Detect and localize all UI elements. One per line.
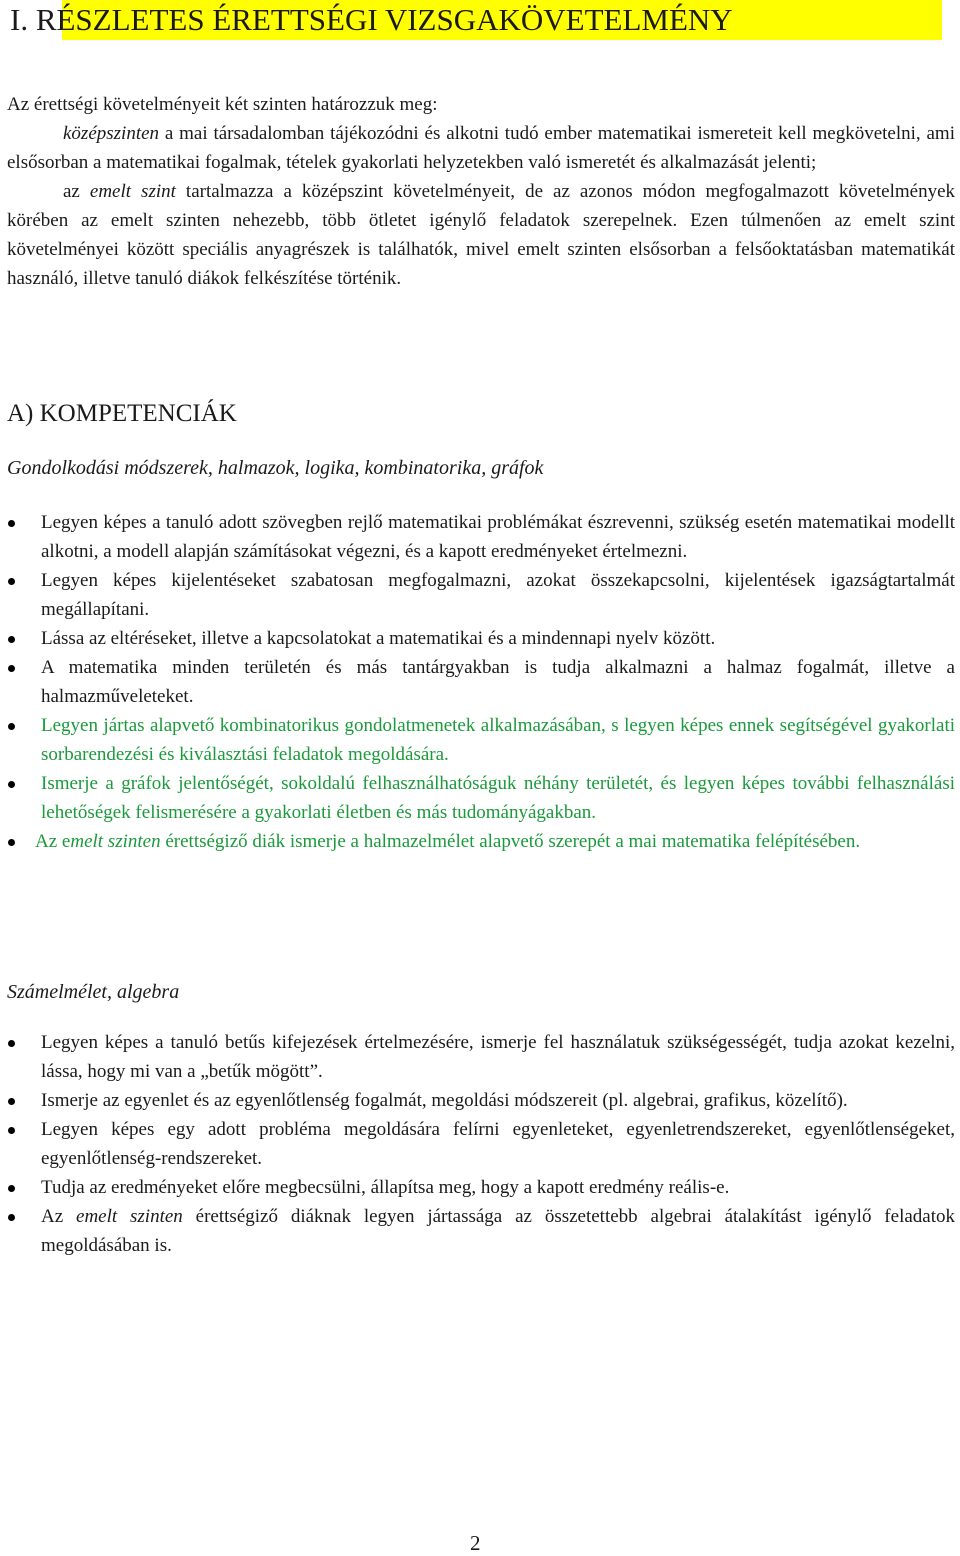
bullet-list-gondolkodasi bbox=[0, 508, 960, 856]
bullet-icon bbox=[8, 636, 15, 643]
emphasis-emelt-szinten: emelt szinten bbox=[76, 1206, 183, 1227]
subsection-title-gondolkodasi: Gondolkodási módszerek, halmazok, logika, kombinatorika, gráfok bbox=[7, 457, 544, 479]
subsection-title-szamelmelet: Számelmélet, algebra bbox=[7, 981, 180, 1003]
list-item: Legyen képes a tanuló betűs kifejezések értelmezésére, ismerje fel használatuk szükségességét, tudja azokat kezelni, lássa, hogy mi van a „betűk mögött”. bbox=[0, 1028, 955, 1086]
list-item: Tudja az eredményeket előre megbecsülni, állapítsa meg, hogy a kapott eredmény reális-e. bbox=[0, 1173, 955, 1202]
main-title-bar bbox=[10, 0, 942, 40]
section-heading-kompetenciak: A) KOMPETENCIÁK bbox=[7, 400, 237, 427]
intro-section bbox=[7, 90, 955, 293]
list-item: Legyen képes egy adott probléma megoldására felírni egyenleteket, egyenletrendszereket, egyenlőtlenségeket, egyenlőtlenség-rendszereket. bbox=[0, 1115, 955, 1173]
intro-paragraph-3-pre: az bbox=[63, 181, 90, 202]
bullet-icon bbox=[8, 578, 15, 585]
list-item: Az emelt szinten érettségiző diák ismerje a halmazelmélet alapvető szerepét a mai matematika felépítésében. bbox=[0, 827, 955, 856]
list-item: Legyen képes a tanuló adott szövegben rejlő matematikai problémákat észrevenni, szükség esetén matematikai modellt alkotni, a modell alapján számításokat végezni, és a kapott eredményeket értelmezni. bbox=[0, 508, 955, 566]
list-item: A matematika minden területén és más tantárgyakban is tudja alkalmazni a halmaz fogalmát, illetve a halmazműveleteket. bbox=[0, 653, 955, 711]
bullet-icon bbox=[8, 665, 15, 672]
bullet-icon bbox=[8, 723, 15, 730]
emphasis-kozepszinten: középszinten bbox=[63, 123, 160, 144]
list-item: Ismerje a gráfok jelentőségét, sokoldalú felhasználhatóságuk néhány területét, és legyen képes további felhasználási lehetőségek felismerésére a gyakorlati életben és más tudományágakban. bbox=[0, 769, 955, 827]
bullet-icon bbox=[8, 781, 15, 788]
emphasis-emelt-szint: emelt szint bbox=[89, 181, 176, 202]
bullet-icon bbox=[8, 1127, 15, 1134]
list-item: Legyen képes kijelentéseket szabatosan megfogalmazni, azokat összekapcsolni, kijelentések igazságtartalmát megállapítani. bbox=[0, 566, 955, 624]
list-item: Ismerje az egyenlet és az egyenlőtlenség fogalmát, megoldási módszereit (pl. algebrai, grafikus, közelítő). bbox=[0, 1086, 955, 1115]
list-item: Lássa az eltéréseket, illetve a kapcsolatokat a matematikai és a mindennapi nyelv között. bbox=[0, 624, 955, 653]
bullet-icon bbox=[8, 839, 15, 846]
intro-paragraph-1: Az érettségi követelményeit két szinten határozzuk meg: bbox=[7, 94, 438, 115]
bullet-icon bbox=[8, 1040, 15, 1047]
list-item: Az emelt szinten érettségiző diáknak legyen jártassága az összetettebb algebrai átalakítást igénylő feladatok megoldásában is. bbox=[0, 1202, 955, 1260]
intro-paragraph-3 bbox=[7, 177, 955, 293]
bullet-icon bbox=[8, 1214, 15, 1221]
bullet-list-szamelmelet bbox=[0, 1028, 960, 1260]
main-title: I. RÉSZLETES ÉRETTSÉGI VIZSGAKÖVETELMÉNY bbox=[10, 2, 733, 37]
emphasis-emelt-szinten: melt szinten bbox=[70, 831, 161, 852]
bullet-icon bbox=[8, 1098, 15, 1105]
intro-paragraph-2 bbox=[7, 119, 955, 177]
bullet-icon bbox=[8, 1185, 15, 1192]
page-number: 2 bbox=[470, 1531, 481, 1555]
intro-paragraph-2-text: a mai társadalomban tájékozódni és alkotni tudó ember matematikai ismereteit kell megkövetelni, ami elsősorban a matematikai fogalmak, tételek gyakorlati helyzetekben való ismeretét és alkalmazását jelenti; bbox=[7, 123, 955, 173]
intro-paragraph-3-text: tartalmazza a középszint követelményeit, de az azonos módon megfogalmazott követelmények körében az emelt szinten nehezebb, több ötletet igénylő feladatok szerepelnek. Ezen túlmenően az emelt szint követelményei között speciális anyagrészek is találhatók, mivel emelt szinten elsősorban a felsőoktatásban matematikát használó, illetve tanuló diákok felkészítése történik. bbox=[7, 181, 955, 289]
list-item: Legyen jártas alapvető kombinatorikus gondolatmenetek alkalmazásában, s legyen képes ennek segítségével gyakorlati sorbarendezési és kiválasztási feladatok megoldására. bbox=[0, 711, 955, 769]
bullet-icon bbox=[8, 520, 15, 527]
